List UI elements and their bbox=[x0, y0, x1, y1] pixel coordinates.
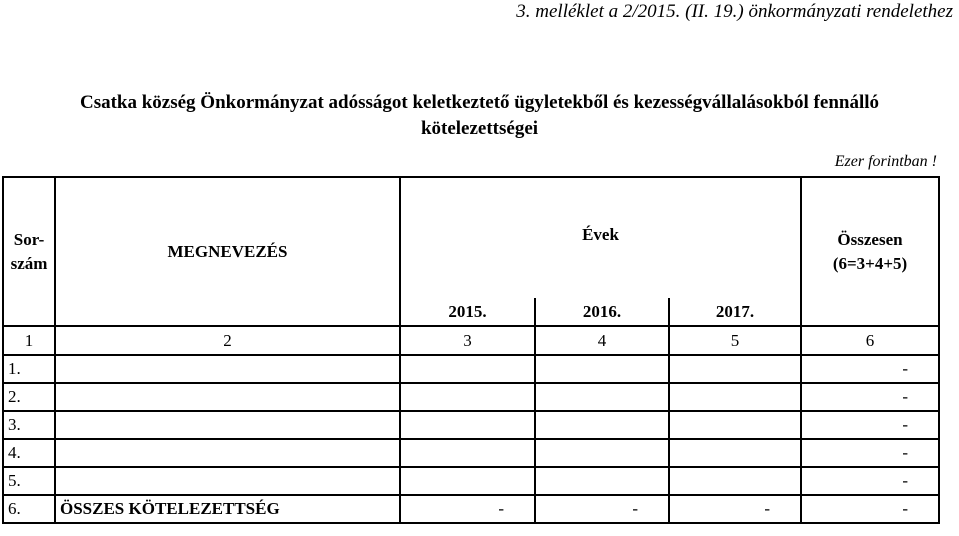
table-row bbox=[3, 439, 939, 467]
row-2015 bbox=[400, 355, 535, 383]
obligations-table bbox=[2, 176, 940, 524]
row-2016 bbox=[535, 467, 669, 495]
row-total: - bbox=[801, 467, 939, 495]
row-2017 bbox=[669, 439, 801, 467]
row-2015 bbox=[400, 467, 535, 495]
header-year-2015: 2015. bbox=[400, 298, 535, 326]
table-row bbox=[3, 411, 939, 439]
header-serial: Sor- szám bbox=[3, 177, 55, 326]
header-years: Évek bbox=[400, 177, 801, 298]
row-serial: 2. bbox=[3, 383, 55, 411]
row-serial: 3. bbox=[3, 411, 55, 439]
table-row bbox=[3, 355, 939, 383]
row-name bbox=[55, 383, 400, 411]
column-number: 2 bbox=[55, 326, 400, 355]
row-serial: 5. bbox=[3, 467, 55, 495]
title-line-1: Csatka község Önkormányzat adósságot keletkeztető ügyletekből és kezességvállalásokból fennálló bbox=[79, 92, 880, 113]
table-row bbox=[3, 467, 939, 495]
column-number: 1 bbox=[3, 326, 55, 355]
row-total: - bbox=[801, 355, 939, 383]
row-2017 bbox=[669, 383, 801, 411]
column-number-row bbox=[3, 326, 939, 355]
row-total: - bbox=[801, 411, 939, 439]
table-row bbox=[3, 383, 939, 411]
column-number: 5 bbox=[669, 326, 801, 355]
row-serial: 1. bbox=[3, 355, 55, 383]
row-total: - bbox=[801, 495, 939, 523]
row-2015 bbox=[400, 383, 535, 411]
row-2017 bbox=[669, 355, 801, 383]
annex-reference: 3. melléklet a 2/2015. (II. 19.) önkormányzati rendelethez bbox=[516, 1, 953, 22]
unit-note: Ezer forintban ! bbox=[834, 153, 937, 170]
total-row bbox=[3, 495, 939, 523]
row-serial: 4. bbox=[3, 439, 55, 467]
row-2016: - bbox=[535, 495, 669, 523]
header-name: MEGNEVEZÉS bbox=[55, 177, 400, 326]
row-2017 bbox=[669, 467, 801, 495]
row-serial: 6. bbox=[3, 495, 55, 523]
document-title bbox=[0, 90, 959, 142]
title-line-2: kötelezettségei bbox=[420, 118, 539, 139]
row-2016 bbox=[535, 411, 669, 439]
header-row bbox=[3, 177, 939, 298]
row-total: - bbox=[801, 439, 939, 467]
row-2016 bbox=[535, 439, 669, 467]
row-name bbox=[55, 467, 400, 495]
row-2015 bbox=[400, 439, 535, 467]
row-2015: - bbox=[400, 495, 535, 523]
row-name bbox=[55, 439, 400, 467]
column-number: 4 bbox=[535, 326, 669, 355]
column-number: 6 bbox=[801, 326, 939, 355]
row-name: ÖSSZES KÖTELEZETTSÉG bbox=[55, 495, 400, 523]
row-2017: - bbox=[669, 495, 801, 523]
row-name bbox=[55, 355, 400, 383]
header-year-2016: 2016. bbox=[535, 298, 669, 326]
row-2016 bbox=[535, 383, 669, 411]
column-number: 3 bbox=[400, 326, 535, 355]
row-2017 bbox=[669, 411, 801, 439]
row-2016 bbox=[535, 355, 669, 383]
row-total: - bbox=[801, 383, 939, 411]
header-total: Összesen (6=3+4+5) bbox=[801, 177, 939, 326]
header-year-2017: 2017. bbox=[669, 298, 801, 326]
row-2015 bbox=[400, 411, 535, 439]
row-name bbox=[55, 411, 400, 439]
